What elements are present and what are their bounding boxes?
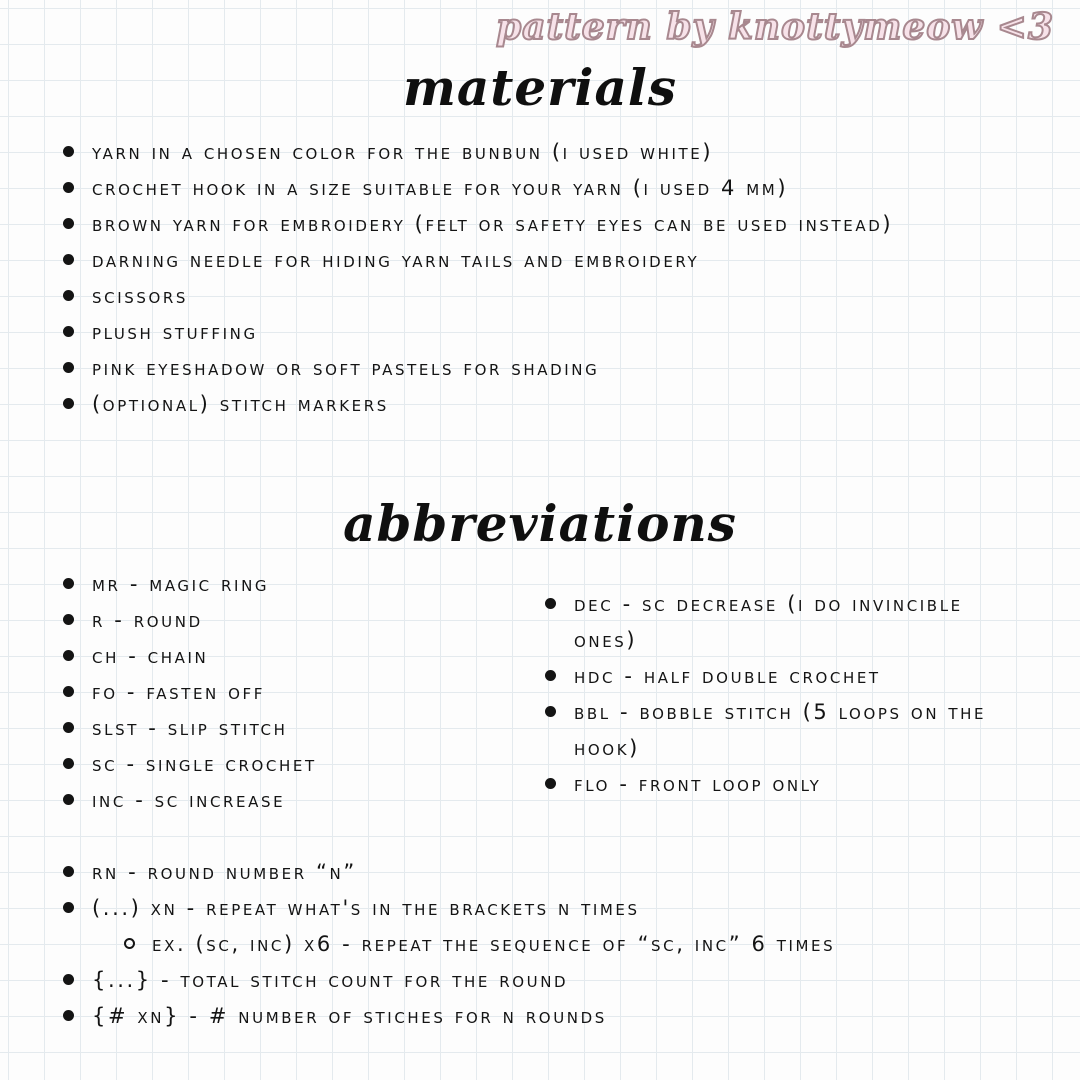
- list-item: bbl - bobble stitch (5 loops on the hook): [542, 694, 1014, 766]
- list-item: (...) xn - repeat what's in the brackets n times: [60, 890, 1040, 926]
- abbreviations-heading: abbreviations: [343, 494, 737, 553]
- watermark-credit: pattern by knottymeow <3: [495, 6, 1054, 48]
- list-item: fo - fasten off: [60, 674, 500, 710]
- list-item: yarn in a chosen color for the bunbun (i used white): [60, 134, 1020, 170]
- list-item: dec - sc decrease (i do invincible ones): [542, 586, 1014, 658]
- list-item: mr - magic ring: [60, 566, 500, 602]
- abbreviations-list-bottom: [60, 854, 1040, 1034]
- materials-list: [60, 134, 1020, 422]
- list-item: (optional) stitch markers: [60, 386, 1020, 422]
- list-item: r - round: [60, 602, 500, 638]
- list-item: plush stuffing: [60, 314, 1020, 350]
- list-item: crochet hook in a size suitable for your yarn (i used 4 mm): [60, 170, 1020, 206]
- sub-list-item: ex. (sc, inc) x6 - repeat the sequence of “sc, inc” 6 times: [60, 926, 1040, 962]
- list-item: flo - front loop only: [542, 766, 1022, 802]
- list-item: {# xn} - # number of stiches for n rounds: [60, 998, 1040, 1034]
- materials-heading: materials: [402, 58, 678, 117]
- list-item: sc - single crochet: [60, 746, 500, 782]
- list-item: darning needle for hiding yarn tails and embroidery: [60, 242, 1020, 278]
- list-item: scissors: [60, 278, 1020, 314]
- list-item: hdc - half double crochet: [542, 658, 1022, 694]
- list-item: ch - chain: [60, 638, 500, 674]
- list-item: {...} - total stitch count for the round: [60, 962, 1040, 998]
- list-item: brown yarn for embroidery (felt or safety eyes can be used instead): [60, 206, 1007, 242]
- list-item: inc - sc increase: [60, 782, 500, 818]
- abbreviations-list-left: [60, 566, 500, 818]
- list-item: rn - round number “n”: [60, 854, 1040, 890]
- list-item: slst - slip stitch: [60, 710, 500, 746]
- abbreviations-list-right: [542, 586, 1022, 802]
- list-item: pink eyeshadow or soft pastels for shading: [60, 350, 1020, 386]
